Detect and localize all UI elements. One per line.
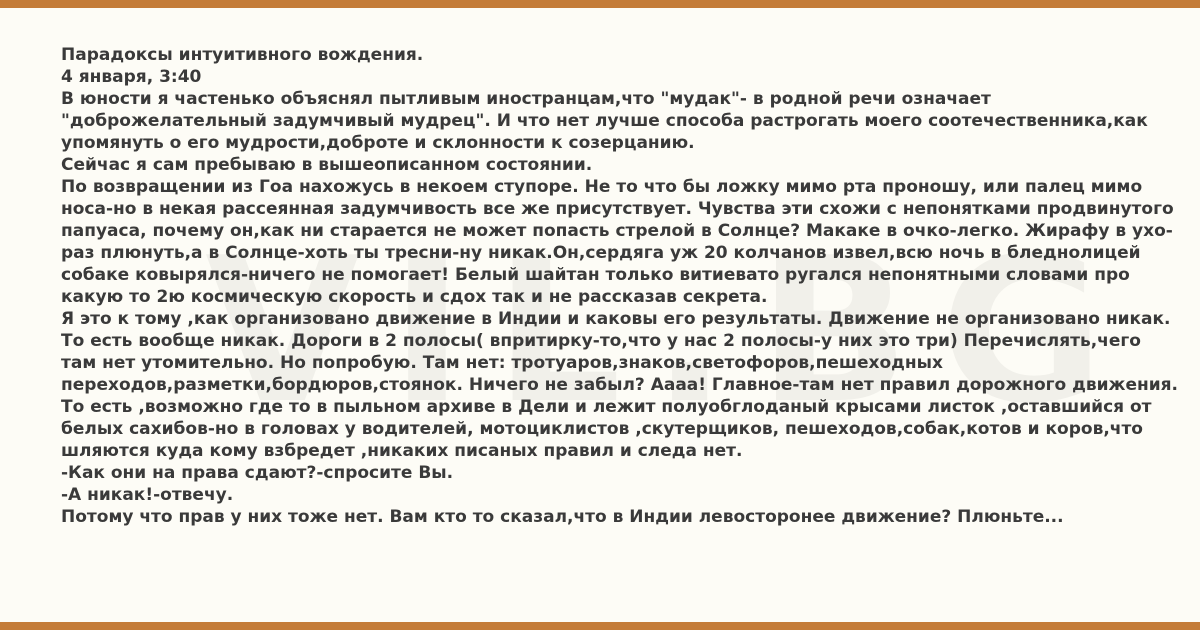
- top-border-bar: [0, 0, 1200, 8]
- paragraph: По возвращении из Гоа нахожусь в некоем ступоре. Не то что бы ложку мимо рта проношу, или палец мимо носа-но в некая рассеянная задумчивость все же присутствует. Чувства эти схожи с непонятками продвинутого папуаса, почему он,как ни старается не может попасть стрелой в Солнце? Макаке в очко-легко. Жирафу в ухо-раз плюнуть,а в Солнце-хоть ты тресни-ну никак.Он,сердяга уж 20 колчанов извел,всю ночь в бледнолицей собаке ковырялся-ничего не помогает! Белый шайтан только витиевато ругался непонятными словами про какую то 2ю космическую скорость и сдох так и не рассказав секрета.: [61, 177, 1174, 307]
- paragraph: -Как они на права сдают?-спросите Вы.: [61, 463, 454, 483]
- paragraph: -А никак!-отвечу.: [61, 485, 234, 505]
- bottom-border-bar: [0, 622, 1200, 630]
- paragraph: В юности я частенько объяснял пытливым иностранцам,что "мудак"- в родной речи означает "доброжелательный задумчивый мудрец". И что нет лучше способа растрогать моего соотечественника,как упомянуть о его мудрости,доброте и склонности к созерцанию.: [61, 89, 1148, 153]
- post-title: Парадоксы интуитивного вождения.: [61, 45, 424, 65]
- post-body: [61, 44, 1181, 528]
- paragraph: Сейчас я сам пребываю в вышеописанном состоянии.: [61, 155, 593, 175]
- paragraph: Потому что прав у них тоже нет. Вам кто то сказал,что в Индии левосторонее движение? Плюньте...: [61, 507, 1064, 527]
- post-date: 4 января, 3:40: [61, 67, 202, 87]
- paragraph: Я это к тому ,как организовано движение в Индии и каковы его результаты. Движение не организовано никак. То есть вообще никак. Дороги в 2 полосы( впритирку-то,что у нас 2 полосы-у них это три) Перечислять,чего там нет утомительно. Но попробую. Там нет: тротуаров,знаков,светофоров,пешеходных переходов,разметки,бордюров,стоянок. Ничего не забыл? Аааа! Главное-там нет правил дорожного движения. То есть ,возможно где то в пыльном архиве в Дели и лежит полуобглоданый крысами листок ,оставшийся от белых сахибов-но в головах у водителей, мотоциклистов ,скутерщиков, пешеходов,собак,котов и коров,что шляются куда кому взбредет ,никаких писаных правил и следа нет.: [61, 309, 1179, 461]
